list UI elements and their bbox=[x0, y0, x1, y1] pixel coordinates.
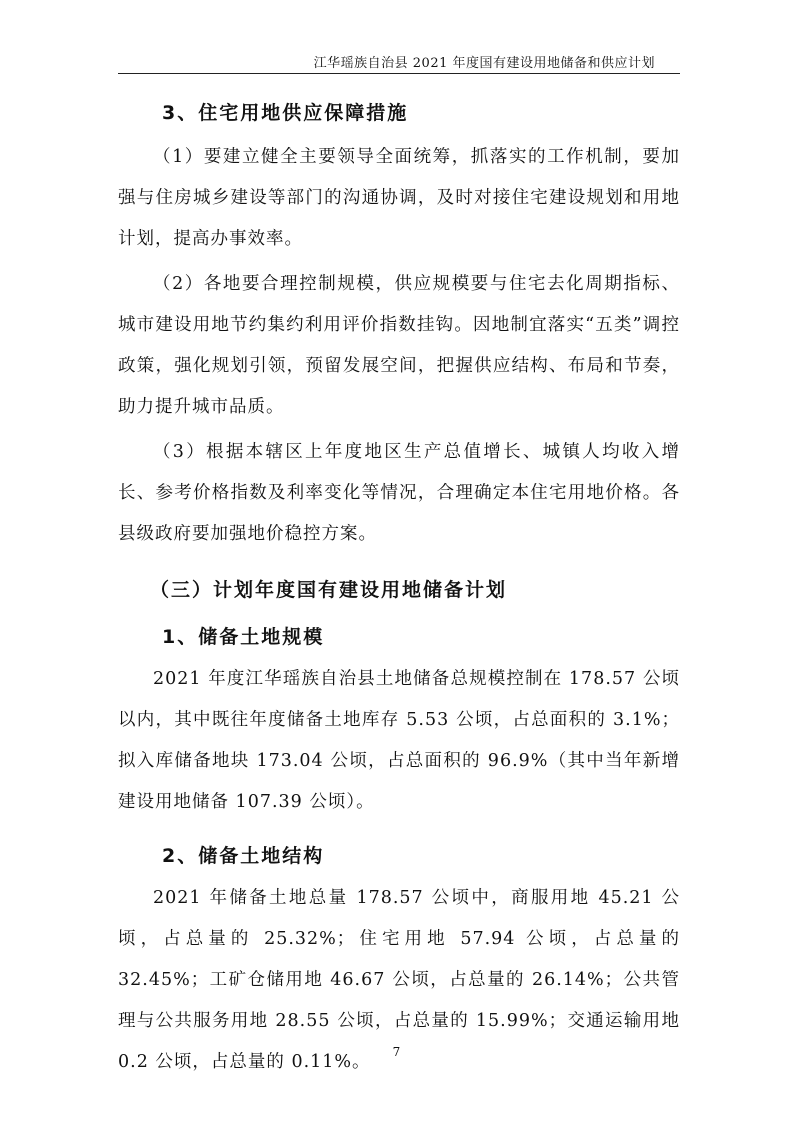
paragraph-1: （1）要建立健全主要领导全面统筹，抓落实的工作机制，要加强与住房城乡建设等部门的沟通协调，及时对接住宅建设规划和用地计划，提高办事效率。 bbox=[118, 147, 680, 249]
heading-reserve-scale: 1、储备土地规模 bbox=[162, 626, 325, 648]
page-number: 7 bbox=[392, 1045, 401, 1059]
paragraph-5: 2021 年储备土地总量 178.57 公顷中，商服用地 45.21 公顷，占总量的 25.32%；住宅用地 57.94 公顷，占总量的 32.45%；工矿仓储用地 46.67 公顷，占总量的 26.14%；公共管理与公共服务用地 28.55 公顷，占总量的 15.99%；交通运输用地 0.2 公顷，占总量的 0.11%。 bbox=[118, 888, 680, 1072]
paragraph-3: （3）根据本辖区上年度地区生产总值增长、城镇人均收入增长、参考价格指数及利率变化等情况，合理确定本住宅用地价格。各县级政府要加强地价稳控方案。 bbox=[118, 442, 680, 544]
paragraph-4: 2021 年度江华瑶族自治县土地储备总规模控制在 178.57 公顷以内，其中既往年度储备土地库存 5.53 公顷，占总面积的 3.1%；拟入库储备地块 173.04 公顷，占总面积的 96.9%（其中当年新增建设用地储备 107.39 公顷）。 bbox=[118, 669, 680, 812]
heading-reserve-structure: 2、储备土地结构 bbox=[162, 845, 325, 867]
header-title: 江华瑶族自治县 2021 年度国有建设用地储备和供应计划 bbox=[313, 56, 655, 71]
paragraph-2: （2）各地要合理控制规模，供应规模要与住宅去化周期指标、城市建设用地节约集约利用评价指数挂钩。因地制宜落实“五类”调控政策，强化规划引领，预留发展空间，把握供应结构、布局和节奏，助力提升城市品质。 bbox=[118, 274, 680, 417]
heading-reserve-plan: （三）计划年度国有建设用地储备计划 bbox=[150, 579, 508, 601]
header-rule bbox=[118, 73, 680, 74]
heading-housing-measures: 3、住宅用地供应保障措施 bbox=[162, 102, 409, 124]
document-body bbox=[118, 98, 680, 1083]
